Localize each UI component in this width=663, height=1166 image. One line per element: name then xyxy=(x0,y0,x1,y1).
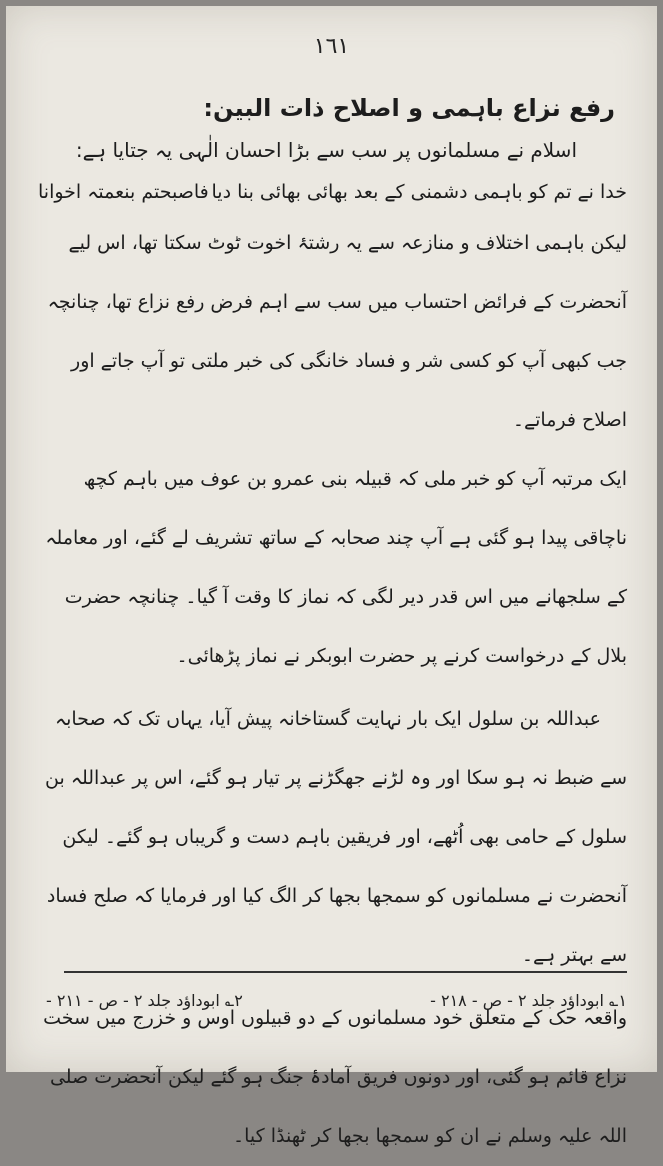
quran-quote xyxy=(38,170,627,214)
paragraph-4: واقعہ حک کے متعلق خود مسلمانوں کے دو قبیلوں اوس و خزرج میں سخت نزاع قائم ہو گئی، اور دونوں فریق آمادۂ جنگ ہو گئے لیکن آنحضرت صلی اللہ علیہ وسلم نے ان کو سمجھا بجھا کر ٹھنڈا کیا۔ xyxy=(43,1007,627,1147)
footnotes xyxy=(46,991,627,1010)
intro-line: اسلام نے مسلمانوں پر سب سے بڑا احسان الٰہی یہ جتایا ہے: xyxy=(75,138,577,162)
paragraph-3: عبداللہ بن سلول ایک بار نہایت گستاخانہ پیش آیا، یہاں تک کہ صحابہ سے ضبط نہ ہو سکا اور وہ لڑنے جھگڑنے پر تیار ہو گئے، اس پر عبداللہ بن سلول کے حامی بھی اُٹھے، اور فریقین باہم دست و گریباں ہو گئے۔ لیکن آنحضرت نے مسلمانوں کو سمجھا بجھا کر الگ کیا اور فرمایا کہ صلح فساد سے بہتر ہے۔ xyxy=(45,708,627,966)
footnote-2: ۲؎ ابوداؤد جلد ۲ - ص - ۲۱۱ - xyxy=(46,991,243,1010)
section-heading: رفع نزاع باہمی و اصلاح ذات البین: xyxy=(203,94,615,122)
paragraph-1: لیکن باہمی اختلاف و منازعہ سے یہ رشتۂ اخوت ٹوٹ سکتا تھا، اس لیے آنحضرت کے فرائض احتساب میں سب سے اہم فرض رفع نزاع تھا، چنانچہ جب کبھی آپ کو کسی شر و فساد خانگی کی خبر ملتی تو آپ جاتے اور اصلاح فرماتے۔ xyxy=(47,232,627,431)
quote-urdu-translation: خدا نے تم کو باہمی دشمنی کے بعد بھائی بھائی بنا دیا xyxy=(211,181,627,203)
paragraph-2: ایک مرتبہ آپ کو خبر ملی کہ قبیلہ بنی عمرو بن عوف میں باہم کچھ ناچاقی پیدا ہو گئی ہے آپ چند صحابہ کے ساتھ تشریف لے گئے، اور معاملہ کے سلجھانے میں اس قدر دیر لگی کہ نماز کا وقت آ گیا۔ چنانچہ حضرت بلال کے درخواست کرنے پر حضرت ابوبکر نے نماز پڑھائی۔ xyxy=(45,468,627,667)
quote-arabic: فاصبحتم بنعمتہ اخوانا xyxy=(38,181,209,203)
book-page xyxy=(6,6,657,1147)
footnote-1: ۱؎ ابوداؤد جلد ۲ - ص - ۲۱۸ - xyxy=(430,991,627,1010)
footnote-divider xyxy=(64,971,627,973)
page-number: ١٦١ xyxy=(313,34,350,59)
